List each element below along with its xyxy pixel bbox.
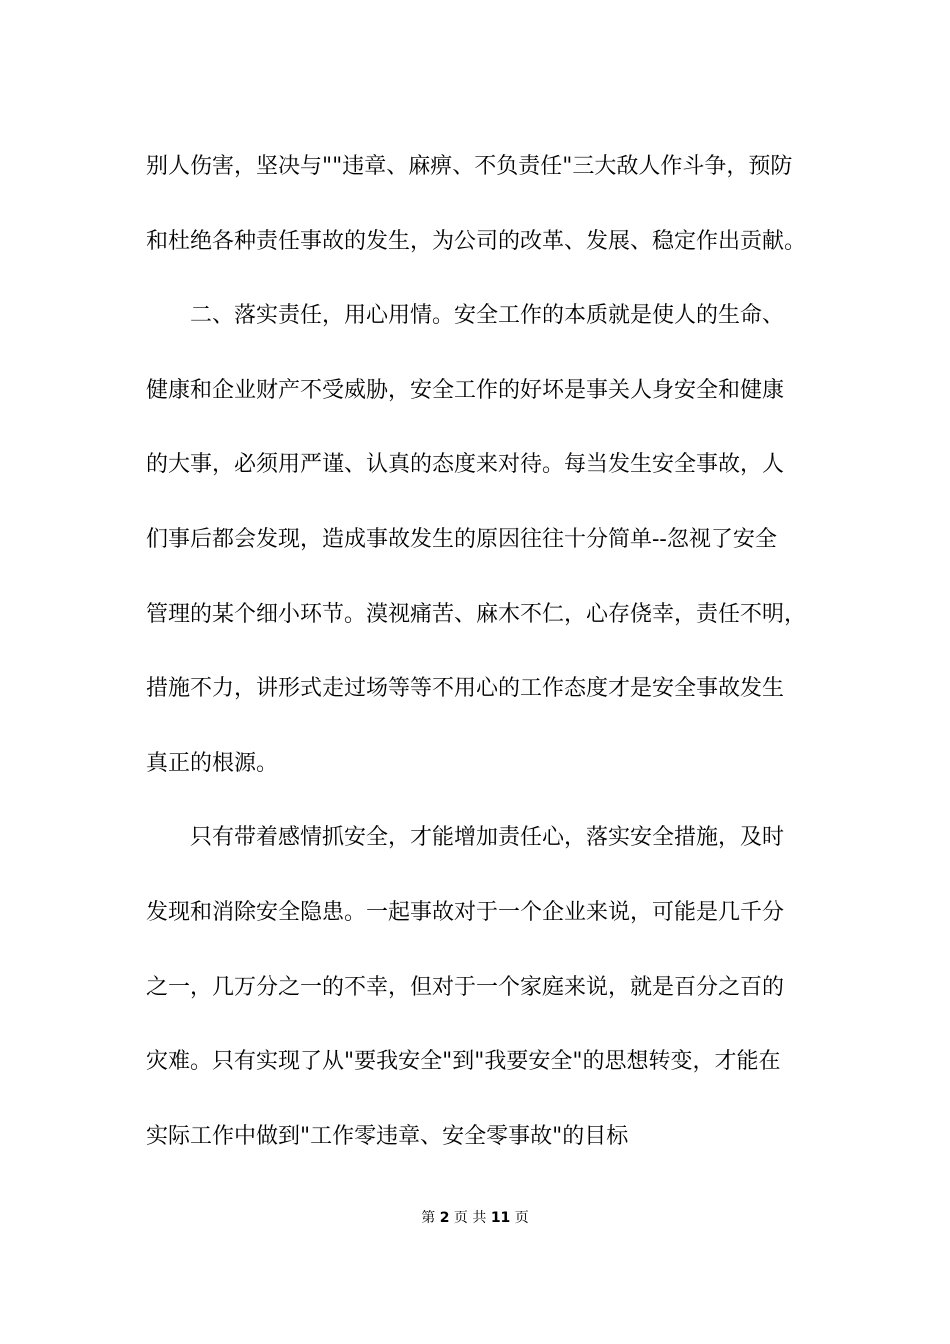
text-line: 的大事，必须用严谨、认真的态度来对待。每当发生安全事故，人 bbox=[146, 452, 785, 478]
text-line: 措施不力，讲形式走过场等等不用心的工作态度才是安全事故发生 bbox=[146, 676, 785, 702]
text-line: 二、落实责任，用心用情。安全工作的本质就是使人的生命、 bbox=[190, 303, 785, 329]
text-line: 真正的根源。 bbox=[146, 750, 279, 776]
text-line: 们事后都会发现，造成事故发生的原因往往十分简单--忽视了安全 bbox=[146, 526, 777, 552]
page-footer bbox=[0, 1208, 950, 1228]
body-text bbox=[146, 130, 816, 1174]
footer-prefix: 第 bbox=[421, 1210, 436, 1226]
footer-middle: 页 共 bbox=[453, 1210, 487, 1226]
footer-page-number: 2 bbox=[439, 1210, 450, 1226]
text-line: 发现和消除安全隐患。一起事故对于一个企业来说，可能是几千分 bbox=[146, 899, 785, 925]
text-line: 健康和企业财产不受威胁，安全工作的好坏是事关人身安全和健康 bbox=[146, 377, 785, 403]
text-line: 只有带着感情抓安全，才能增加责任心，落实安全措施，及时 bbox=[190, 825, 785, 851]
text-line: 别人伤害，坚决与""违章、麻痹、不负责任"三大敌人作斗争，预防 bbox=[146, 154, 793, 179]
text-line: 管理的某个细小环节。漠视痛苦、麻木不仁，心存侥幸，责任不明， bbox=[146, 601, 807, 627]
text-line: 之一，几万分之一的不幸，但对于一个家庭来说，就是百分之百的 bbox=[146, 974, 785, 1000]
text-line: 实际工作中做到"工作零违章、安全零事故"的目标 bbox=[146, 1123, 629, 1149]
text-line: 灾难。只有实现了从"要我安全"到"我要安全"的思想转变，才能在 bbox=[146, 1049, 781, 1075]
text-line: 和杜绝各种责任事故的发生，为公司的改革、发展、稳定作出贡献。 bbox=[146, 228, 807, 254]
footer-total-pages: 11 bbox=[490, 1210, 511, 1226]
footer-suffix: 页 bbox=[514, 1210, 529, 1226]
